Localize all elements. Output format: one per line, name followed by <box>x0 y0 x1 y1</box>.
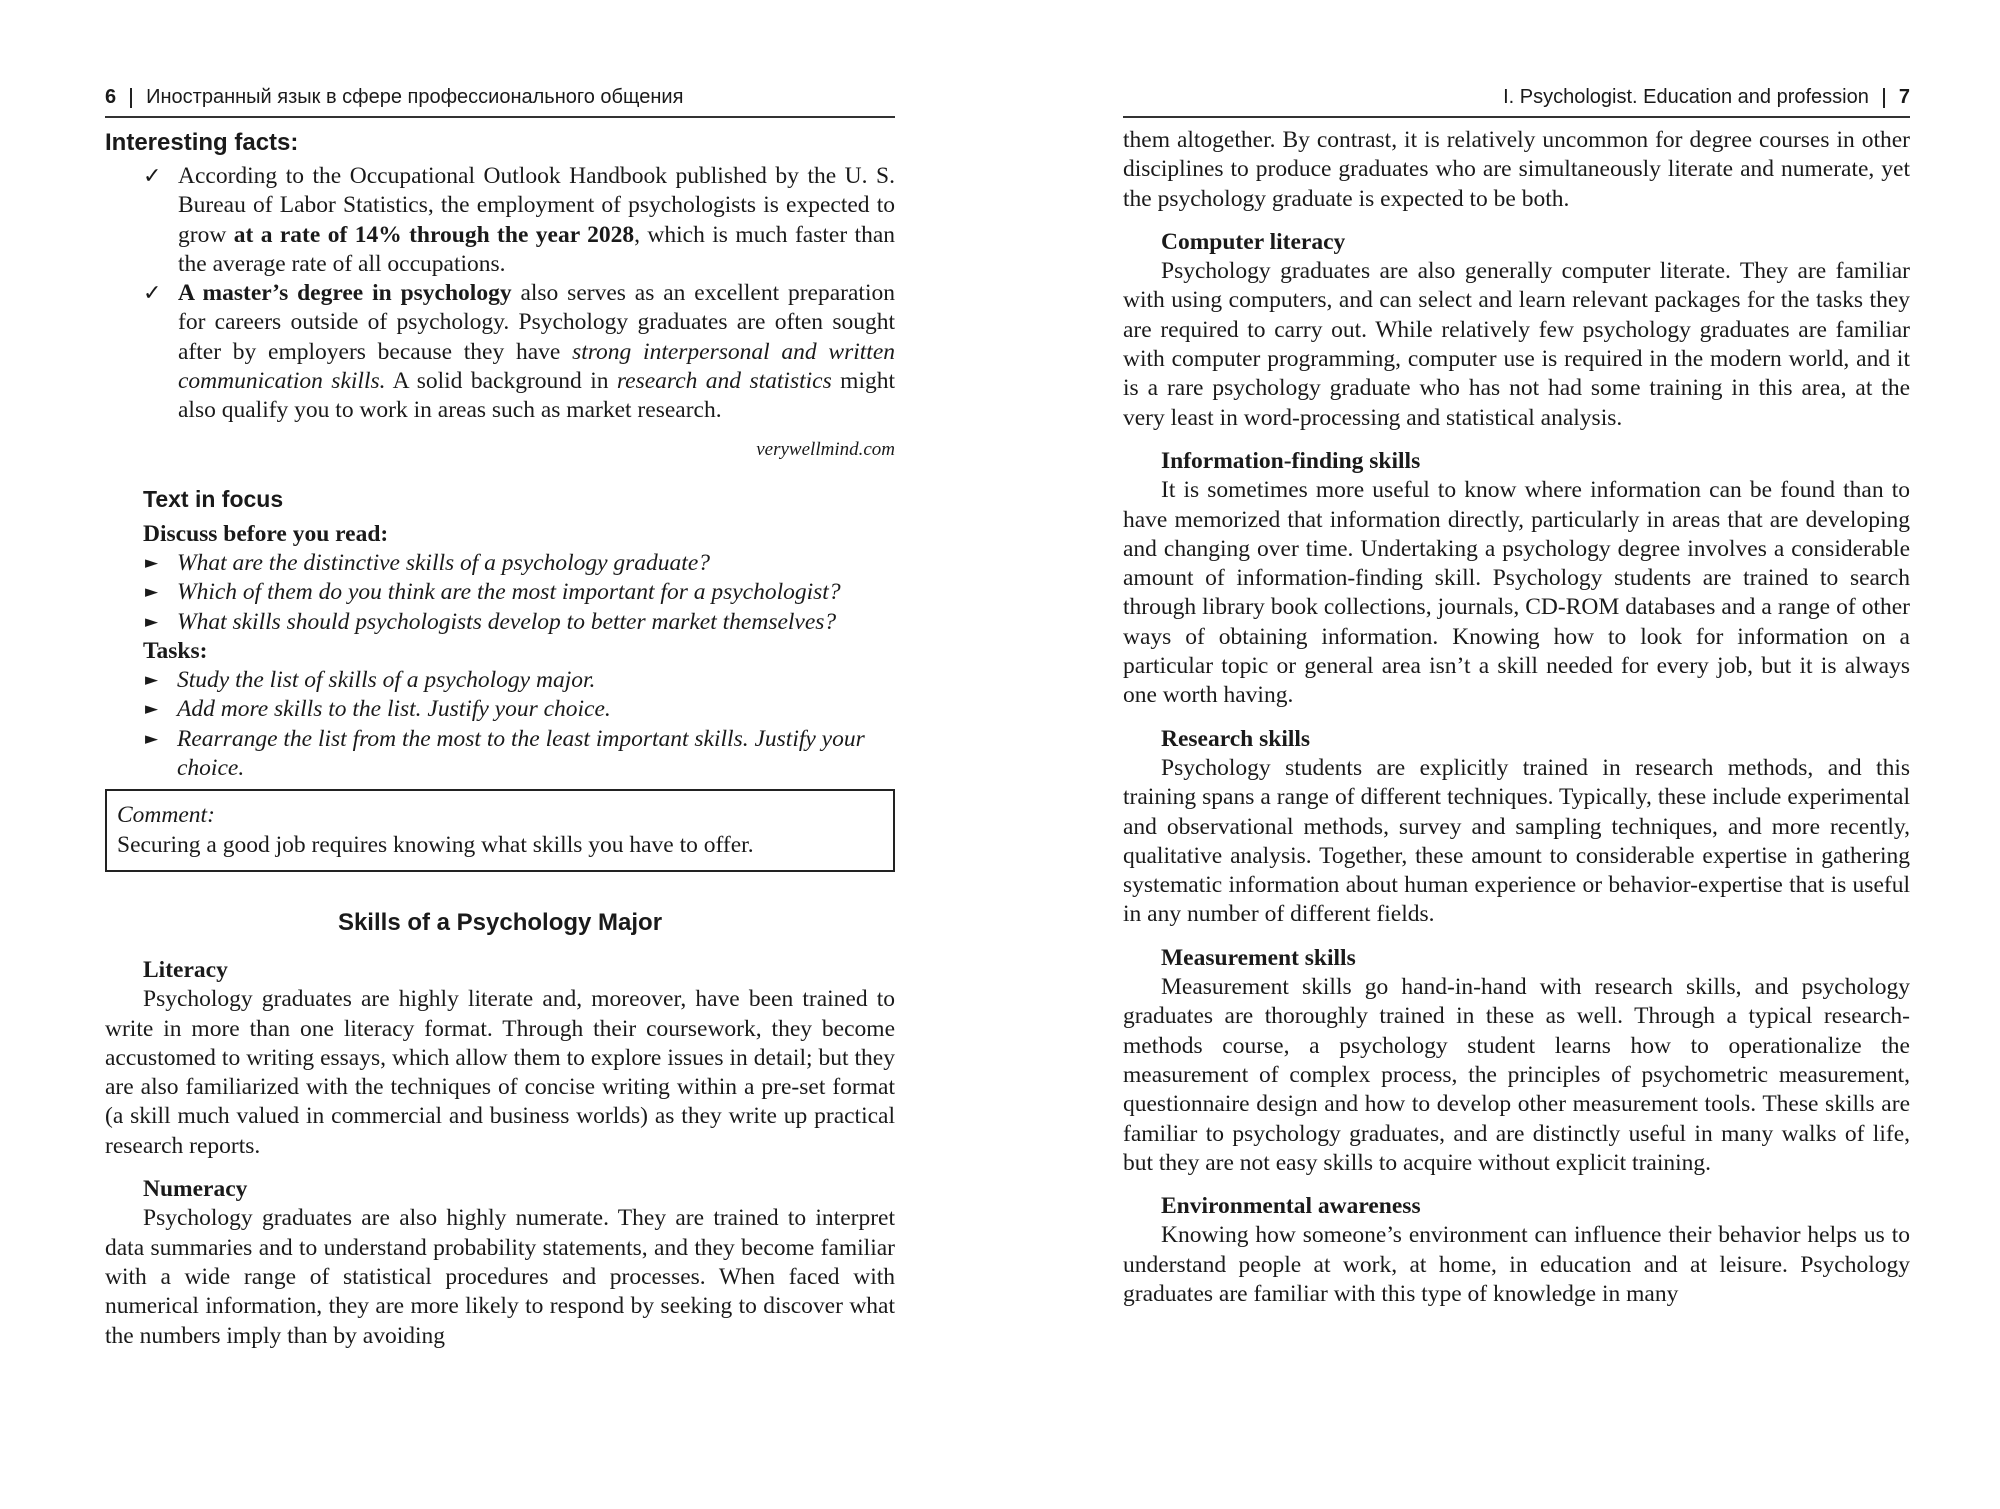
facts-list <box>105 162 895 426</box>
discuss-list <box>143 549 895 637</box>
measurement-skills-paragraph: Measurement skills go hand-in-hand with research skills, and psychology graduates are thoroughly trained in these as well. Through a typical research-methods course, a psychology student learns how to operationalize the measurement of complex process, the principles of psychometric measurement, questionnaire design and how to develop other measurement tools. These skills are familiar to psychology graduates, and are distinctly useful in many walks of life, but they are not easy skills to acquire without explicit training. <box>1123 974 1910 1176</box>
literacy-heading: Literacy <box>143 956 228 983</box>
comment-box <box>105 789 895 872</box>
source-citation: verywellmind.com <box>756 438 895 460</box>
fact-bold: A master’s degree in psychology <box>178 280 512 307</box>
checkmark-icon: ✓ <box>143 164 162 189</box>
fact-italic: strong interpersonal and written communication skills. <box>178 338 895 395</box>
fact-italic: research and statistics <box>616 368 832 395</box>
discuss-item-text: What are the distinctive skills of a psychology graduate? <box>177 549 711 576</box>
numeracy-heading: Numeracy <box>143 1176 248 1203</box>
header-separator <box>130 88 132 108</box>
header-separator <box>1883 88 1885 108</box>
computer-literacy-heading: Computer literacy <box>1161 228 1346 255</box>
right-page <box>1123 0 1910 1509</box>
discuss-heading: Discuss before you read: <box>143 520 389 547</box>
task-item-text: Study the list of skills of a psychology major. <box>177 667 596 694</box>
running-head-left <box>105 82 895 118</box>
fact-text: might also qualify you to work in areas such as market research. <box>178 368 896 424</box>
literacy-paragraph: Psychology graduates are highly literate and, moreover, have been trained to write in more than one literacy format. Through their coursework, they become accustomed to writing essays, which allow them to explore issues in detail; but they are also familiarized with the techniques of concise writing within a pre-set format (a skill much valued in commercial and business worlds) as they write up practical research reports. <box>105 986 895 1159</box>
discuss-item-text: Which of them do you think are the most important for a psychologist? <box>177 579 841 606</box>
checkmark-icon: ✓ <box>143 281 162 307</box>
numeracy-paragraph: Psychology graduates are also highly numerate. They are trained to interpret data summaries and to understand probability statements, and they become familiar with a wide range of statistical procedures and processes. When faced with numerical information, they are more likely to respond by seeking to discover what the numbers imply than by avoiding <box>105 1205 895 1349</box>
tasks-heading: Tasks: <box>143 637 208 664</box>
arrow-bullet-icon: ► <box>145 611 159 632</box>
task-item <box>143 695 895 724</box>
computer-literacy-paragraph: Psychology graduates are also generally computer literate. They are familiar with using computers, and can select and learn relevant packages for the tasks they are required to carry out. While relatively few psychology graduates are familiar with computer programming, computer use is required in the modern world, and it is a rare psychology graduate who has not had some training in this area, at the very least in word-processing and statistical analysis. <box>1123 258 1910 431</box>
left-column <box>105 126 895 1351</box>
task-item <box>143 666 895 695</box>
page-number: 7 <box>1898 86 1910 108</box>
task-item-text: Rearrange the list from the most to the least important skills. Justify your choice. <box>177 725 865 782</box>
right-column <box>1123 126 1910 1309</box>
page-number: 6 <box>105 86 117 108</box>
left-page <box>105 0 895 1509</box>
article-title: Skills of a Psychology Major <box>337 908 663 936</box>
research-skills-heading: Research skills <box>1161 725 1311 752</box>
fact-text: According to the Occupational Outlook Handbook published by the U. S. Bureau of Labor Statistics, the employment of psychologists is expected to grow <box>178 163 895 248</box>
fact-item <box>105 279 895 425</box>
discuss-item <box>143 549 895 578</box>
fact-bold: at a rate of 14% through the year 2028 <box>233 221 635 248</box>
comment-label: Comment: <box>117 802 215 829</box>
fact-text: also serves as an excellent preparation for careers outside of psychology. Psychology graduates are often sought after by employers because they have <box>178 280 895 365</box>
research-skills-paragraph: Psychology students are explicitly trained in research methods, and this training spans a range of different techniques. Typically, these include experimental and observational methods, survey and sampling techniques, and more recently, qualitative analysis. Together, these amount to considerable expertise in gathering systematic information about human experience or behavior-expertise that is useful in any number of different fields. <box>1123 754 1910 928</box>
information-finding-paragraph: It is sometimes more useful to know where information can be found than to have memorized that information directly, particularly in areas that are developing and changing over time. Undertaking a psychology degree involves a considerable amount of information-finding skill. Psychology students are trained to search through library book collections, journals, CD-ROM databases and a range of other ways of obtaining information. Knowing how to look for information on a particular topic or general area isn’t a skill needed for every job, but it is always one worth having. <box>1123 477 1910 709</box>
comment-text: Securing a good job requires knowing what skills you have to offer. <box>117 831 754 858</box>
discuss-item <box>143 608 895 637</box>
fact-item <box>105 162 895 279</box>
arrow-bullet-icon: ► <box>145 670 159 691</box>
arrow-bullet-icon: ► <box>145 582 159 603</box>
arrow-bullet-icon: ► <box>145 552 159 573</box>
task-item-text: Add more skills to the list. Justify your choice. <box>177 696 611 723</box>
fact-text: , which is much faster than the average rate of all occupations. <box>178 221 896 277</box>
running-title: Иностранный язык в сфере профессионального общения <box>146 86 684 108</box>
tasks-list <box>143 666 895 783</box>
continuation-paragraph: them altogether. By contrast, it is relatively uncommon for degree courses in other disciplines to produce graduates who are simultaneously literate and numerate, yet the psychology graduate is expected to be both. <box>1123 127 1910 212</box>
text-in-focus <box>143 482 895 549</box>
running-head-right <box>1123 82 1910 118</box>
discuss-item-text: What skills should psychologists develop to better market themselves? <box>177 608 837 635</box>
measurement-skills-heading: Measurement skills <box>1161 944 1356 971</box>
interesting-facts-heading: Interesting facts: <box>105 129 299 156</box>
environmental-awareness-heading: Environmental awareness <box>1161 1193 1421 1220</box>
task-item <box>143 725 895 784</box>
fact-text: A solid background in <box>385 368 617 395</box>
information-finding-heading: Information-finding skills <box>1161 447 1421 474</box>
text-in-focus-heading: Text in focus <box>143 485 284 512</box>
arrow-bullet-icon: ► <box>145 699 159 720</box>
environmental-awareness-paragraph: Knowing how someone’s environment can influence their behavior helps us to understand people at work, at home, in education and at leisure. Psychology graduates are familiar with this type of knowledge in many <box>1123 1222 1910 1307</box>
running-title: I. Psychologist. Education and profession <box>1503 86 1869 108</box>
arrow-bullet-icon: ► <box>145 728 159 749</box>
discuss-item <box>143 578 895 607</box>
